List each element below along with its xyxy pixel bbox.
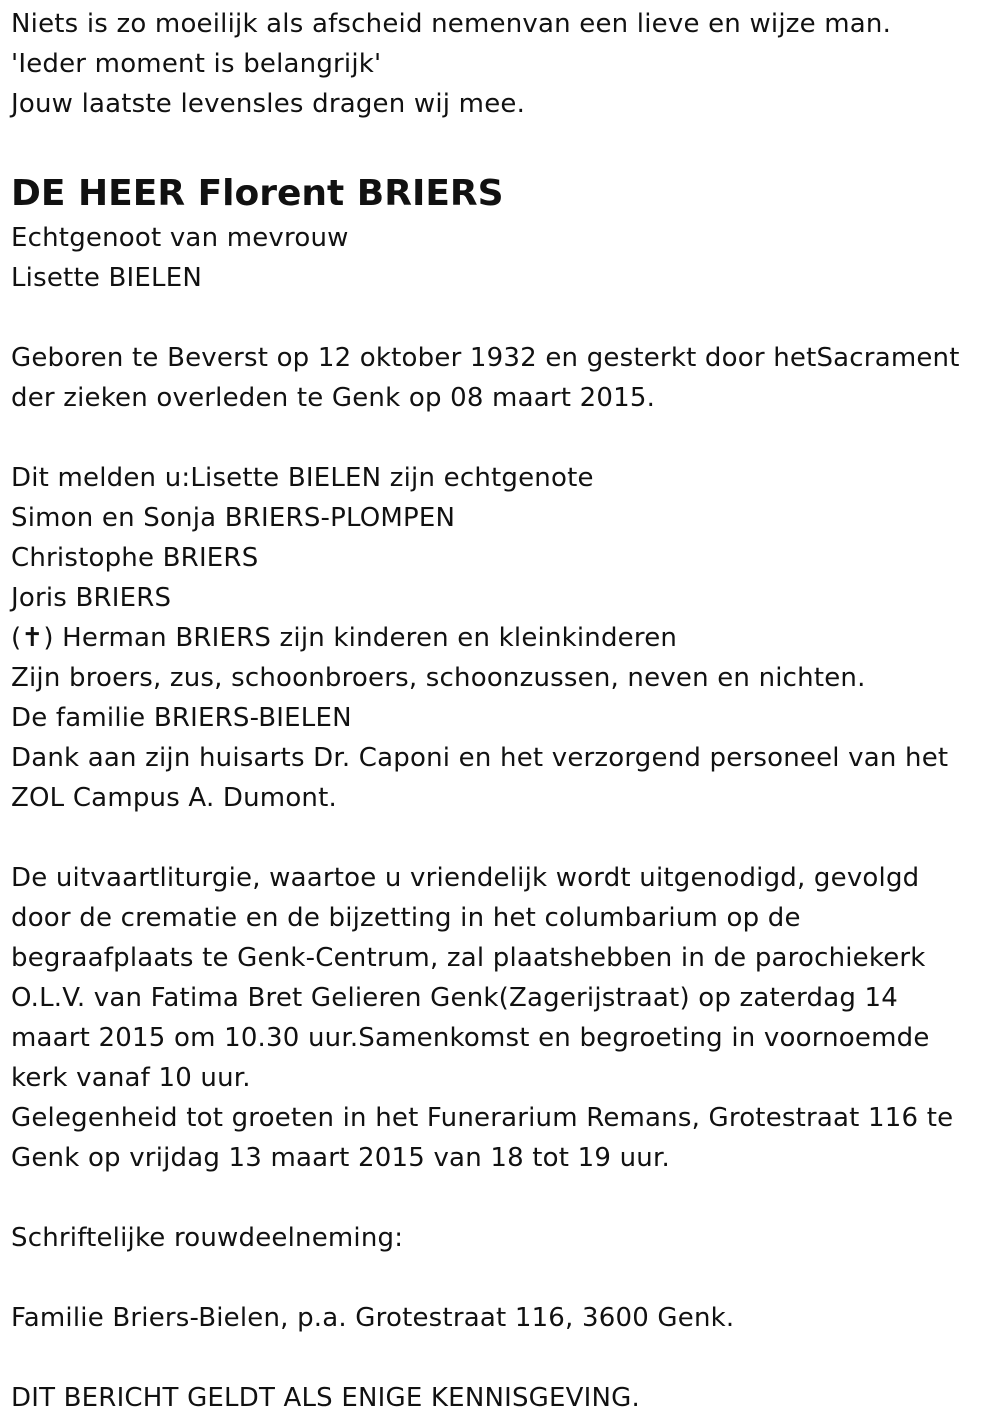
ceremony-line: kerk vanaf 10 uur.	[11, 1063, 251, 1093]
spacer	[11, 1338, 991, 1378]
ceremony-line: Gelegenheid tot groeten in het Funerarium Remans, Grotestraat 116 te	[11, 1103, 954, 1133]
family-line: Simon en Sonja BRIERS-PLOMPEN	[11, 503, 456, 533]
spacer	[11, 1258, 991, 1298]
spouse-block	[11, 218, 991, 298]
birth-death-line: der zieken overleden te Genk op 08 maart 2015.	[11, 383, 656, 413]
ceremony-block	[11, 858, 991, 1178]
notice-statement: DIT BERICHT GELDT ALS ENIGE KENNISGEVING.	[11, 1383, 640, 1413]
spacer	[11, 124, 991, 164]
family-line: ZOL Campus A. Dumont.	[11, 783, 337, 813]
intro-line: Jouw laatste levensles dragen wij mee.	[11, 89, 526, 119]
obituary-notice	[11, 4, 991, 1418]
condolence-label: Schriftelijke rouwdeelneming:	[11, 1223, 404, 1253]
intro-line: Niets is zo moeilijk als afscheid nemenvan een lieve en wijze man.	[11, 9, 892, 39]
ceremony-line: maart 2015 om 10.30 uur.Samenkomst en begroeting in voornoemde	[11, 1023, 930, 1053]
family-line: Dit melden u:Lisette BIELEN zijn echtgenote	[11, 463, 594, 493]
deceased-name-title: DE HEER Florent BRIERS	[11, 173, 504, 214]
spacer	[11, 818, 991, 858]
condolence-address: Familie Briers-Bielen, p.a. Grotestraat 116, 3600 Genk.	[11, 1303, 735, 1333]
family-line: Joris BRIERS	[11, 583, 172, 613]
spouse-line: Lisette BIELEN	[11, 263, 202, 293]
family-block	[11, 458, 991, 818]
intro-line: 'Ieder moment is belangrijk'	[11, 49, 382, 79]
ceremony-line: door de crematie en de bijzetting in het columbarium op de	[11, 903, 801, 933]
spouse-line: Echtgenoot van mevrouw	[11, 223, 349, 253]
family-line: (✝) Herman BRIERS zijn kinderen en kleinkinderen	[11, 623, 678, 653]
birth-death-line: Geboren te Beverst op 12 oktober 1932 en gesterkt door hetSacrament	[11, 343, 960, 373]
intro-quote	[11, 4, 991, 124]
spacer	[11, 418, 991, 458]
ceremony-line: De uitvaartliturgie, waartoe u vriendelijk wordt uitgenodigd, gevolgd	[11, 863, 920, 893]
family-line: Christophe BRIERS	[11, 543, 259, 573]
ceremony-line: Genk op vrijdag 13 maart 2015 van 18 tot 19 uur.	[11, 1143, 670, 1173]
birth-death-block	[11, 338, 991, 418]
spacer	[11, 298, 991, 338]
family-line: Dank aan zijn huisarts Dr. Caponi en het verzorgend personeel van het	[11, 743, 949, 773]
ceremony-line: O.L.V. van Fatima Bret Gelieren Genk(Zagerijstraat) op zaterdag 14	[11, 983, 899, 1013]
spacer	[11, 1178, 991, 1218]
family-line: De familie BRIERS-BIELEN	[11, 703, 352, 733]
ceremony-line: begraafplaats te Genk-Centrum, zal plaatshebben in de parochiekerk	[11, 943, 926, 973]
family-line: Zijn broers, zus, schoonbroers, schoonzussen, neven en nichten.	[11, 663, 866, 693]
